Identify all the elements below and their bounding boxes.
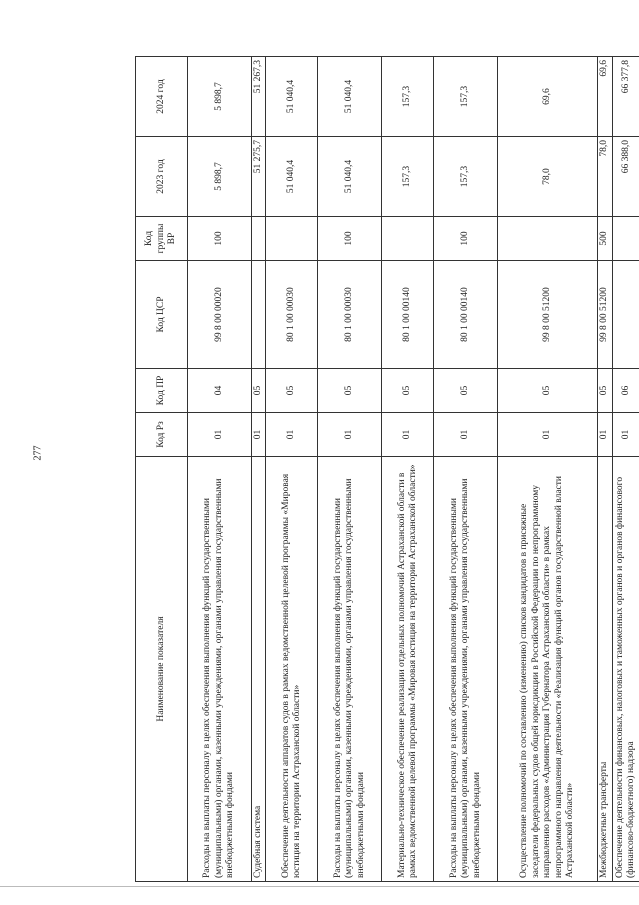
cell-pr: 05 bbox=[382, 369, 434, 413]
table-row bbox=[318, 57, 382, 882]
cell-pr: 06 bbox=[612, 369, 639, 413]
table-row bbox=[612, 57, 639, 882]
page-number: 277 bbox=[32, 445, 44, 461]
cell-pr: 05 bbox=[252, 369, 266, 413]
cell-vr: 500 bbox=[598, 217, 612, 261]
cell-vr: 100 bbox=[318, 217, 382, 261]
cell-2023: 78,0 bbox=[498, 137, 598, 217]
table-row bbox=[188, 57, 252, 882]
cell-vr: 100 bbox=[434, 217, 498, 261]
cell-vr bbox=[266, 217, 318, 261]
cell-csr: 99 8 00 51200 bbox=[498, 261, 598, 369]
cell-name: Материально-техническое обеспечение реализации отдельных полномочий Астраханской области в рамках ведомственной целевой программы «Мировая юстиция на территории Астраханской области» bbox=[382, 457, 434, 882]
cell-2023: 5 898,7 bbox=[188, 137, 252, 217]
header-name: Наименование показателя bbox=[136, 457, 188, 882]
cell-2024: 66 377,8 bbox=[612, 57, 639, 137]
cell-rz: 01 bbox=[252, 413, 266, 457]
rotated-table-container bbox=[135, 57, 637, 882]
cell-pr: 04 bbox=[188, 369, 252, 413]
cell-2024: 5 898,7 bbox=[188, 57, 252, 137]
header-2024: 2024 год bbox=[136, 57, 188, 137]
page-bottom-rule bbox=[0, 886, 639, 887]
cell-name: Обеспечение деятельности финансовых, налоговых и таможенных органов и органов финансового (финансово-бюджетного) надзора bbox=[612, 457, 639, 882]
cell-2023: 157,3 bbox=[382, 137, 434, 217]
header-rz: Код Рз bbox=[136, 413, 188, 457]
table-header-row bbox=[136, 57, 188, 882]
cell-pr: 05 bbox=[598, 369, 612, 413]
cell-rz: 01 bbox=[318, 413, 382, 457]
cell-vr bbox=[612, 217, 639, 261]
cell-pr: 05 bbox=[434, 369, 498, 413]
cell-vr: 100 bbox=[188, 217, 252, 261]
cell-rz: 01 bbox=[434, 413, 498, 457]
cell-name: Расходы на выплаты персоналу в целях обеспечения выполнения функций государственными (муниципальными) органами, казенными учреждениями, органами управления государственными внебюджетными фондами bbox=[318, 457, 382, 882]
cell-name: Судебная система bbox=[252, 457, 266, 882]
cell-name: Межбюджетные трансферты bbox=[598, 457, 612, 882]
cell-csr: 80 1 00 00140 bbox=[434, 261, 498, 369]
cell-csr: 80 1 00 00140 bbox=[382, 261, 434, 369]
cell-2023: 66 388,0 bbox=[612, 137, 639, 217]
table-row bbox=[266, 57, 318, 882]
cell-2024: 157,3 bbox=[382, 57, 434, 137]
cell-pr: 05 bbox=[318, 369, 382, 413]
cell-name: Осуществление полномочий по составлению (изменению) списков кандидатов в присяжные заседатели федеральных судов общей юрисдикции в Российской Федерации по непрограммному направлению расходов «Администрация Губернатора Астраханской области» в рамках непрограммного направления деятельности «Реализация функций органов государственной власти Астраханской области» bbox=[498, 457, 598, 882]
cell-2024: 51 040,4 bbox=[318, 57, 382, 137]
header-2023: 2023 год bbox=[136, 137, 188, 217]
table-row bbox=[598, 57, 612, 882]
cell-rz: 01 bbox=[266, 413, 318, 457]
cell-name: Обеспечение деятельности аппаратов судов в рамках ведомственной целевой программы «Мировая юстиция на территории Астраханской области» bbox=[266, 457, 318, 882]
cell-name: Расходы на выплаты персоналу в целях обеспечения выполнения функций государственными (муниципальными) органами, казенными учреждениями, органами управления государственными внебюджетными фондами bbox=[188, 457, 252, 882]
header-pr: Код ПР bbox=[136, 369, 188, 413]
cell-2023: 51 275,7 bbox=[252, 137, 266, 217]
cell-rz: 01 bbox=[188, 413, 252, 457]
cell-vr bbox=[498, 217, 598, 261]
cell-2024: 69,6 bbox=[598, 57, 612, 137]
header-csr: Код ЦСР bbox=[136, 261, 188, 369]
table-row bbox=[382, 57, 434, 882]
cell-rz: 01 bbox=[598, 413, 612, 457]
cell-pr: 05 bbox=[266, 369, 318, 413]
cell-csr bbox=[252, 261, 266, 369]
budget-table bbox=[135, 56, 639, 882]
cell-csr: 99 8 00 00020 bbox=[188, 261, 252, 369]
cell-name: Расходы на выплаты персоналу в целях обеспечения выполнения функций государственными (муниципальными) органами, казенными учреждениями, органами управления государственными внебюджетными фондами bbox=[434, 457, 498, 882]
header-vr: Код группы ВР bbox=[136, 217, 188, 261]
cell-rz: 01 bbox=[612, 413, 639, 457]
cell-2023: 78,0 bbox=[598, 137, 612, 217]
cell-2023: 51 040,4 bbox=[318, 137, 382, 217]
cell-2024: 157,3 bbox=[434, 57, 498, 137]
cell-vr bbox=[382, 217, 434, 261]
cell-2023: 157,3 bbox=[434, 137, 498, 217]
table-row bbox=[434, 57, 498, 882]
cell-2024: 51 267,3 bbox=[252, 57, 266, 137]
cell-rz: 01 bbox=[382, 413, 434, 457]
cell-pr: 05 bbox=[498, 369, 598, 413]
cell-csr: 80 1 00 00030 bbox=[266, 261, 318, 369]
cell-csr: 80 1 00 00030 bbox=[318, 261, 382, 369]
cell-vr bbox=[252, 217, 266, 261]
table-row bbox=[252, 57, 266, 882]
cell-2024: 51 040,4 bbox=[266, 57, 318, 137]
cell-rz: 01 bbox=[498, 413, 598, 457]
cell-2024: 69,6 bbox=[498, 57, 598, 137]
cell-2023: 51 040,4 bbox=[266, 137, 318, 217]
cell-csr bbox=[612, 261, 639, 369]
table-row bbox=[498, 57, 598, 882]
cell-csr: 99 8 00 51200 bbox=[598, 261, 612, 369]
